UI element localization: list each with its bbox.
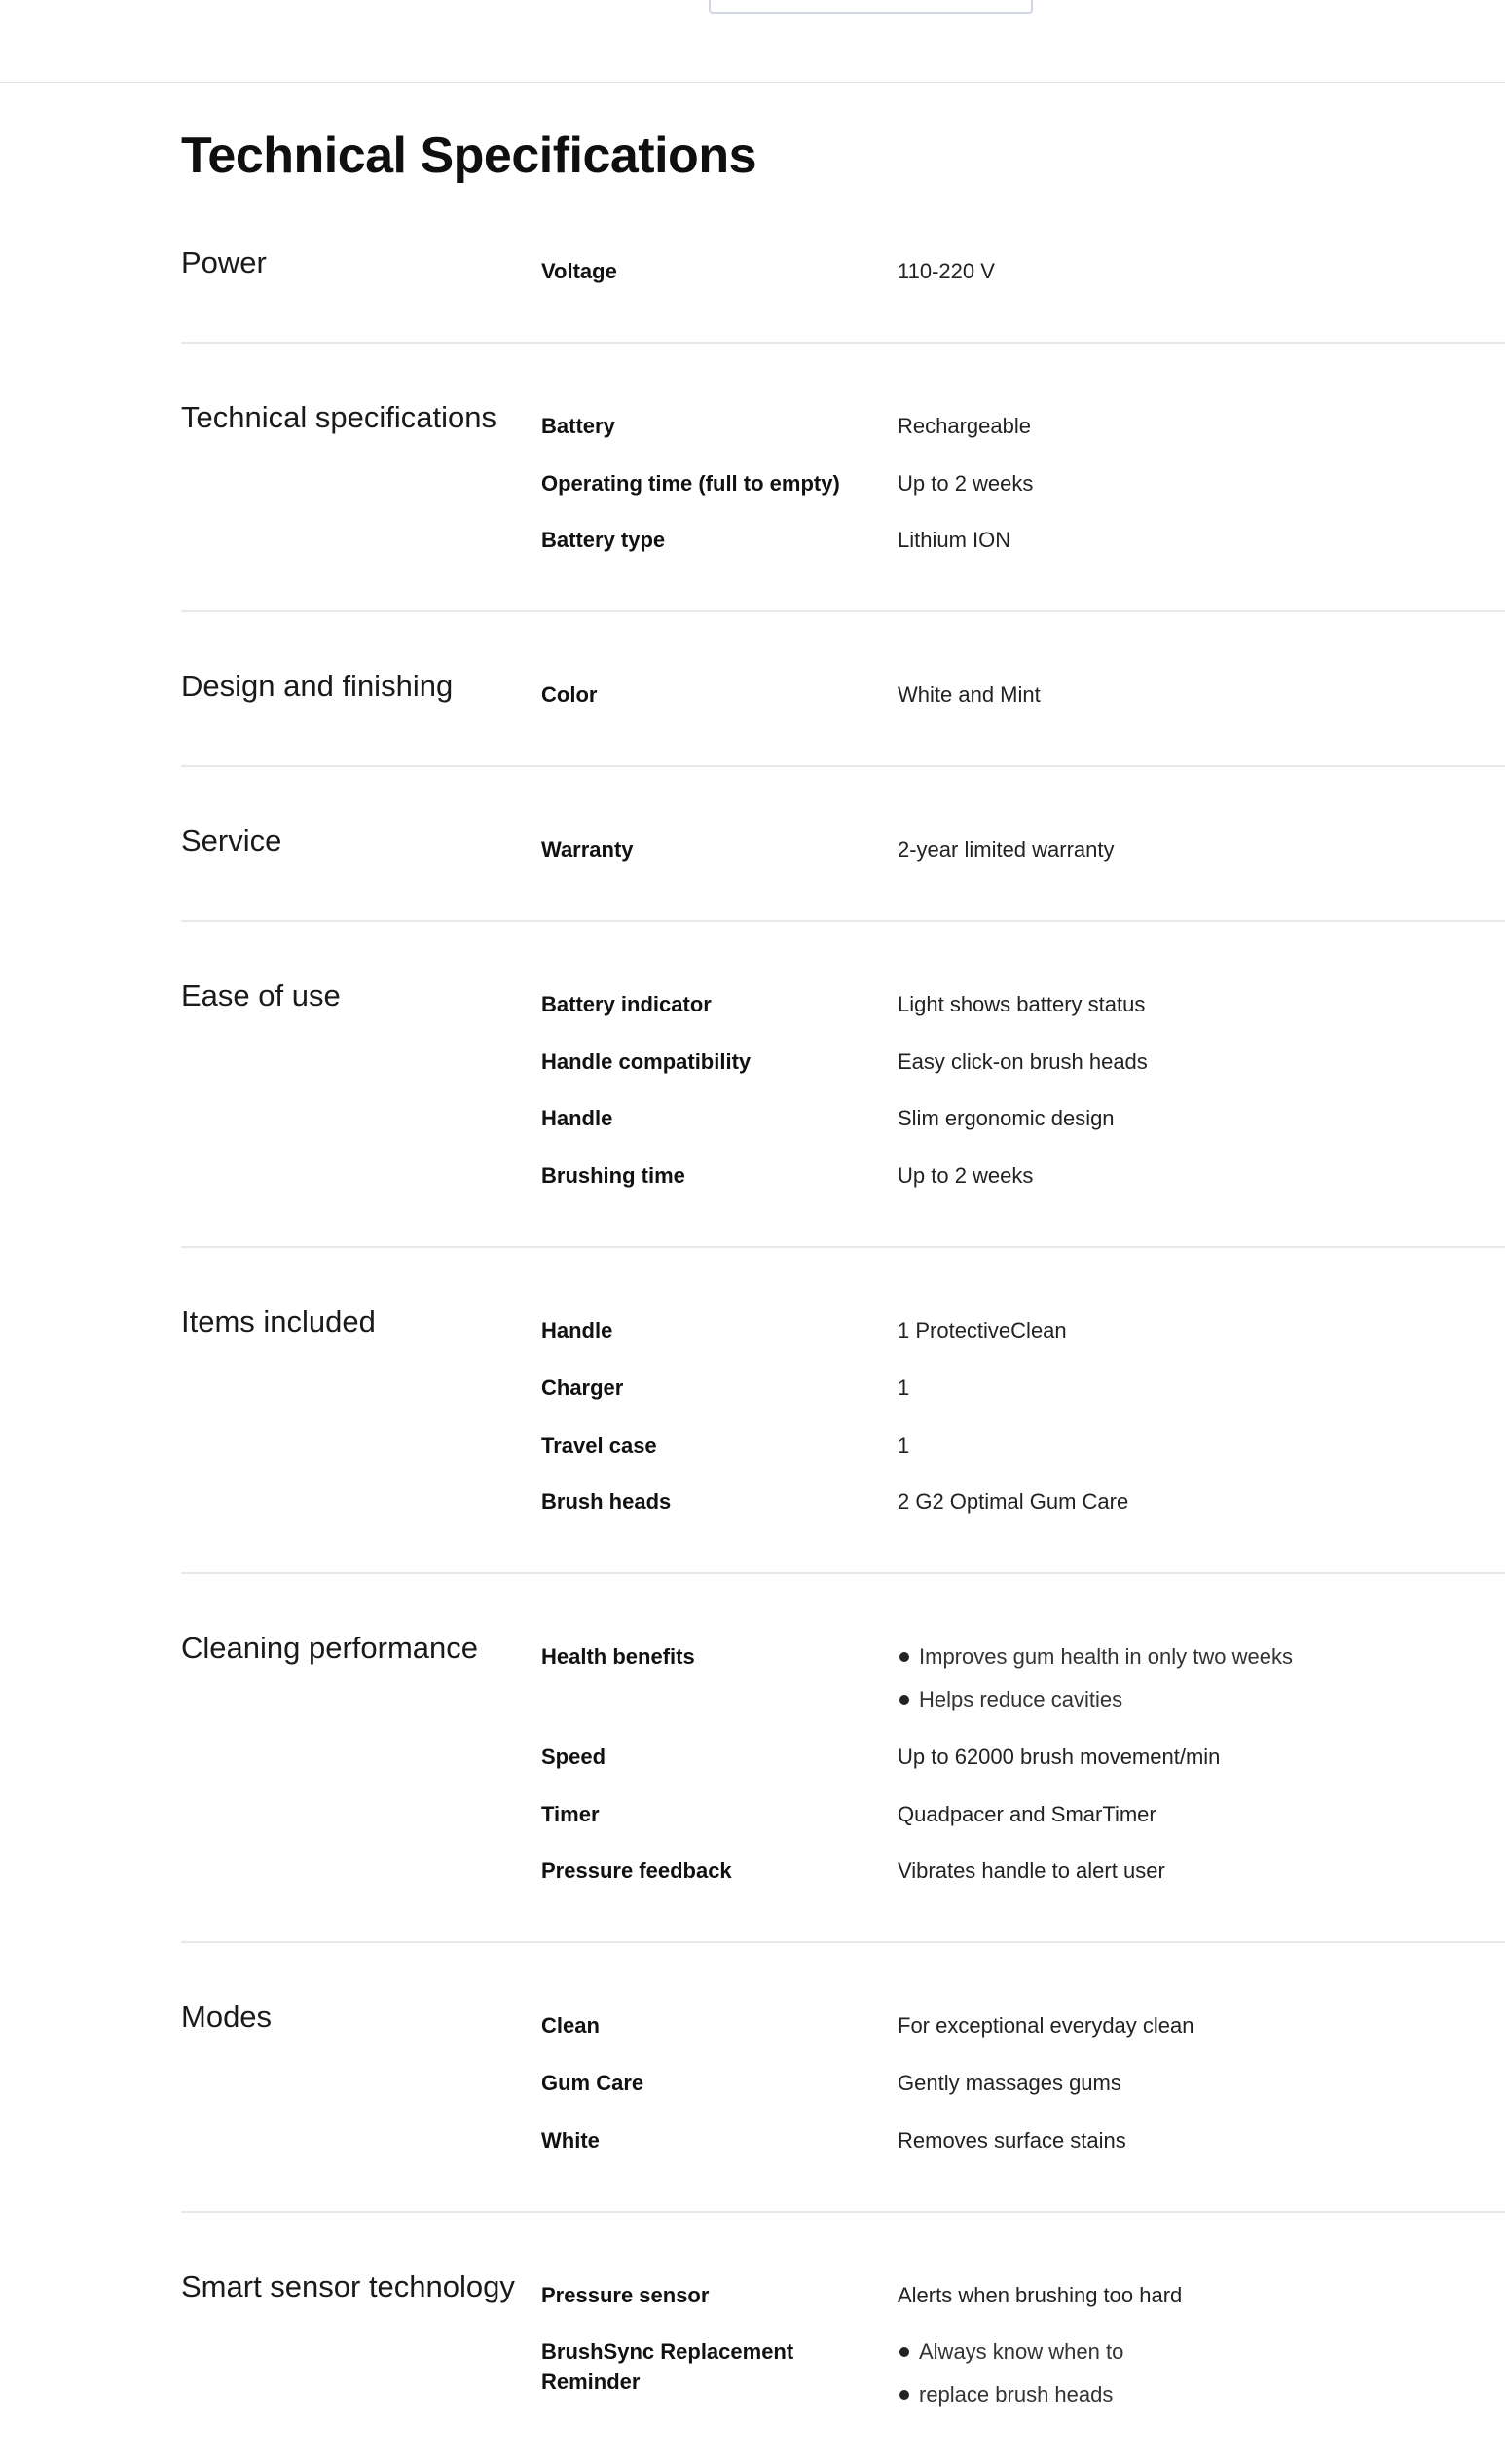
spec-category-title: Technical specifications bbox=[181, 399, 496, 434]
spec-row bbox=[541, 1431, 1505, 1461]
spec-bullet-item: Always know when to bbox=[898, 2337, 1123, 2368]
spec-section bbox=[181, 1629, 1505, 1943]
spec-value: For exceptional everyday clean bbox=[898, 2013, 1194, 2039]
top-button-edge[interactable] bbox=[709, 0, 1033, 14]
spec-bullet-item: Improves gum health in only two weeks bbox=[898, 1642, 1293, 1673]
spec-rows bbox=[541, 1998, 1505, 2155]
spec-row bbox=[541, 2011, 1505, 2041]
spec-value: Easy click-on brush heads bbox=[898, 1048, 1148, 1074]
spec-section bbox=[181, 1998, 1505, 2212]
spec-row bbox=[541, 835, 1505, 865]
spec-label: BrushSync Replacement Reminder bbox=[541, 2339, 794, 2395]
spec-category-title: Power bbox=[181, 245, 267, 279]
spec-category-title: Items included bbox=[181, 1304, 376, 1339]
spec-value: 1 ProtectiveClean bbox=[898, 1317, 1067, 1342]
spec-row bbox=[541, 1374, 1505, 1404]
spec-value: Up to 62000 brush movement/min bbox=[898, 1744, 1221, 1769]
spec-row bbox=[541, 1743, 1505, 1773]
page-title: Technical Specifications bbox=[181, 128, 757, 184]
spec-row bbox=[541, 1857, 1505, 1887]
spec-value: Vibrates handle to alert user bbox=[898, 1858, 1165, 1884]
spec-value: Removes surface stains bbox=[898, 2127, 1126, 2152]
spec-rows bbox=[541, 1303, 1505, 1518]
spec-label: Handle bbox=[541, 1317, 613, 1342]
spec-value: Rechargeable bbox=[898, 413, 1031, 438]
spec-value: Up to 2 weeks bbox=[898, 1163, 1034, 1189]
spec-list bbox=[181, 243, 1505, 2464]
spec-row bbox=[541, 257, 1505, 287]
spec-label: Brush heads bbox=[541, 1489, 672, 1515]
spec-value: Quadpacer and SmarTimer bbox=[898, 1801, 1156, 1826]
spec-value: 1 bbox=[898, 1432, 910, 1457]
spec-row bbox=[541, 1488, 1505, 1518]
spec-label: Speed bbox=[541, 1744, 606, 1769]
spec-bullet-list bbox=[898, 1642, 1293, 1715]
spec-rows bbox=[541, 976, 1505, 1192]
spec-value: Gently massages gums bbox=[898, 2070, 1121, 2095]
spec-row bbox=[541, 2337, 1505, 2410]
spec-label: Pressure sensor bbox=[541, 2282, 710, 2307]
spec-value: Lithium ION bbox=[898, 528, 1011, 553]
spec-category-title: Design and finishing bbox=[181, 669, 454, 704]
spec-label: Gum Care bbox=[541, 2070, 644, 2095]
spec-bullet-list bbox=[898, 2337, 1123, 2410]
spec-value: Light shows battery status bbox=[898, 991, 1146, 1016]
spec-category-title: Cleaning performance bbox=[181, 1631, 479, 1666]
spec-value: Up to 2 weeks bbox=[898, 470, 1034, 496]
spec-bullet-item: replace brush heads bbox=[898, 2380, 1123, 2410]
spec-label: Voltage bbox=[541, 259, 617, 283]
spec-label: Timer bbox=[541, 1801, 600, 1826]
spec-value: 110-220 V bbox=[898, 259, 995, 283]
spec-row bbox=[541, 680, 1505, 711]
spec-row bbox=[541, 1800, 1505, 1830]
spec-rows bbox=[541, 2267, 1505, 2410]
spec-row bbox=[541, 412, 1505, 442]
spec-label: Charger bbox=[541, 1375, 624, 1400]
spec-row bbox=[541, 990, 1505, 1020]
spec-bullet-item: Helps reduce cavities bbox=[898, 1685, 1293, 1715]
spec-label: Battery type bbox=[541, 528, 666, 553]
spec-section bbox=[181, 243, 1505, 344]
spec-label: Brushing time bbox=[541, 1163, 685, 1189]
spec-label: Clean bbox=[541, 2013, 600, 2039]
spec-row bbox=[541, 1642, 1505, 1715]
spec-value: 2-year limited warranty bbox=[898, 836, 1115, 862]
spec-label: Color bbox=[541, 682, 598, 708]
spec-category-title: Ease of use bbox=[181, 977, 341, 1012]
spec-label: White bbox=[541, 2127, 600, 2152]
spec-row bbox=[541, 1104, 1505, 1134]
spec-section bbox=[181, 1303, 1505, 1574]
spec-label: Battery bbox=[541, 413, 615, 438]
spec-label: Operating time (full to empty) bbox=[541, 470, 840, 496]
spec-row bbox=[541, 1316, 1505, 1346]
spec-label: Pressure feedback bbox=[541, 1858, 732, 1884]
spec-row bbox=[541, 1048, 1505, 1078]
spec-value: Slim ergonomic design bbox=[898, 1106, 1115, 1131]
spec-row bbox=[541, 469, 1505, 499]
spec-rows bbox=[541, 667, 1505, 711]
spec-row bbox=[541, 2281, 1505, 2311]
spec-rows bbox=[541, 1629, 1505, 1887]
spec-row bbox=[541, 2069, 1505, 2099]
spec-rows bbox=[541, 398, 1505, 556]
spec-value: Alerts when brushing too hard bbox=[898, 2282, 1183, 2307]
spec-value: White and Mint bbox=[898, 682, 1041, 708]
spec-row bbox=[541, 526, 1505, 556]
spec-section bbox=[181, 398, 1505, 612]
spec-label: Handle compatibility bbox=[541, 1048, 752, 1074]
spec-row bbox=[541, 1161, 1505, 1192]
spec-label: Handle bbox=[541, 1106, 613, 1131]
spec-label: Warranty bbox=[541, 836, 634, 862]
spec-category-title: Service bbox=[181, 823, 282, 858]
spec-rows bbox=[541, 822, 1505, 865]
spec-label: Battery indicator bbox=[541, 991, 712, 1016]
spec-category-title: Modes bbox=[181, 2000, 273, 2035]
spec-value: 2 G2 Optimal Gum Care bbox=[898, 1489, 1129, 1515]
spec-label: Travel case bbox=[541, 1432, 657, 1457]
top-divider bbox=[0, 82, 1505, 83]
spec-rows bbox=[541, 243, 1505, 287]
spec-section bbox=[181, 2267, 1505, 2464]
spec-value: 1 bbox=[898, 1375, 910, 1400]
spec-section bbox=[181, 667, 1505, 767]
spec-category-title: Smart sensor technology bbox=[181, 2268, 515, 2303]
spec-section bbox=[181, 822, 1505, 922]
spec-row bbox=[541, 2126, 1505, 2156]
spec-section bbox=[181, 976, 1505, 1248]
spec-label: Health benefits bbox=[541, 1644, 695, 1670]
